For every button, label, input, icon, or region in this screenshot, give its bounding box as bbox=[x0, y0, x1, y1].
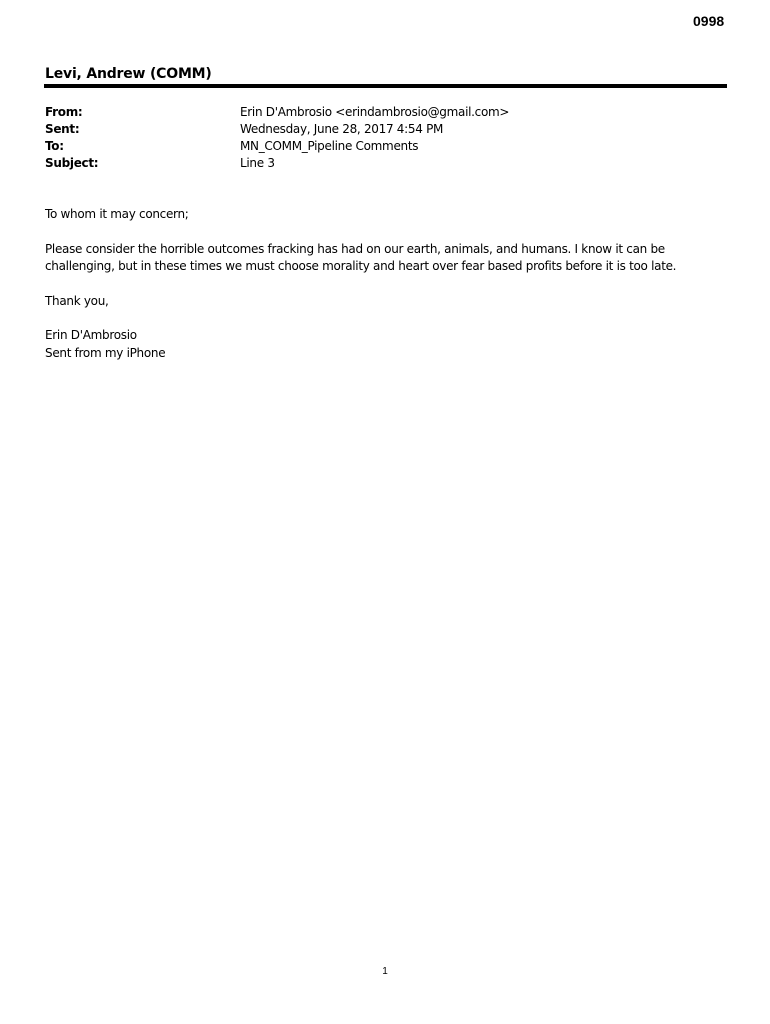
from-row bbox=[45, 103, 725, 120]
document-id: 0998 bbox=[693, 13, 725, 29]
greeting: To whom it may concern; bbox=[45, 207, 189, 221]
header-divider bbox=[44, 84, 727, 88]
email-body bbox=[45, 206, 725, 362]
signature-name: Erin D'Ambrosio bbox=[45, 328, 137, 342]
body-paragraph: Please consider the horrible outcomes fracking has had on our earth, animals, and humans. I know it can be challenging, but in these times we must choose morality and heart over fear based profits before it is too late. bbox=[45, 241, 677, 273]
subject-label: Subject: bbox=[45, 155, 99, 170]
mailbox-owner-name: Levi, Andrew (COMM) bbox=[45, 66, 212, 82]
page-number: 1 bbox=[382, 966, 388, 977]
to-label: To: bbox=[45, 138, 64, 153]
to-value: MN_COMM_Pipeline Comments bbox=[240, 138, 419, 153]
subject-value: Line 3 bbox=[240, 155, 275, 170]
to-row bbox=[45, 137, 725, 154]
sent-row bbox=[45, 120, 725, 137]
signature-device: Sent from my iPhone bbox=[45, 345, 166, 360]
from-value: Erin D'Ambrosio <erindambrosio@gmail.com> bbox=[240, 104, 510, 119]
sent-label: Sent: bbox=[45, 121, 80, 136]
email-header bbox=[45, 103, 725, 171]
sent-value: Wednesday, June 28, 2017 4:54 PM bbox=[240, 121, 444, 136]
closing: Thank you, bbox=[45, 293, 109, 308]
from-label: From: bbox=[45, 104, 83, 119]
subject-row bbox=[45, 154, 725, 171]
